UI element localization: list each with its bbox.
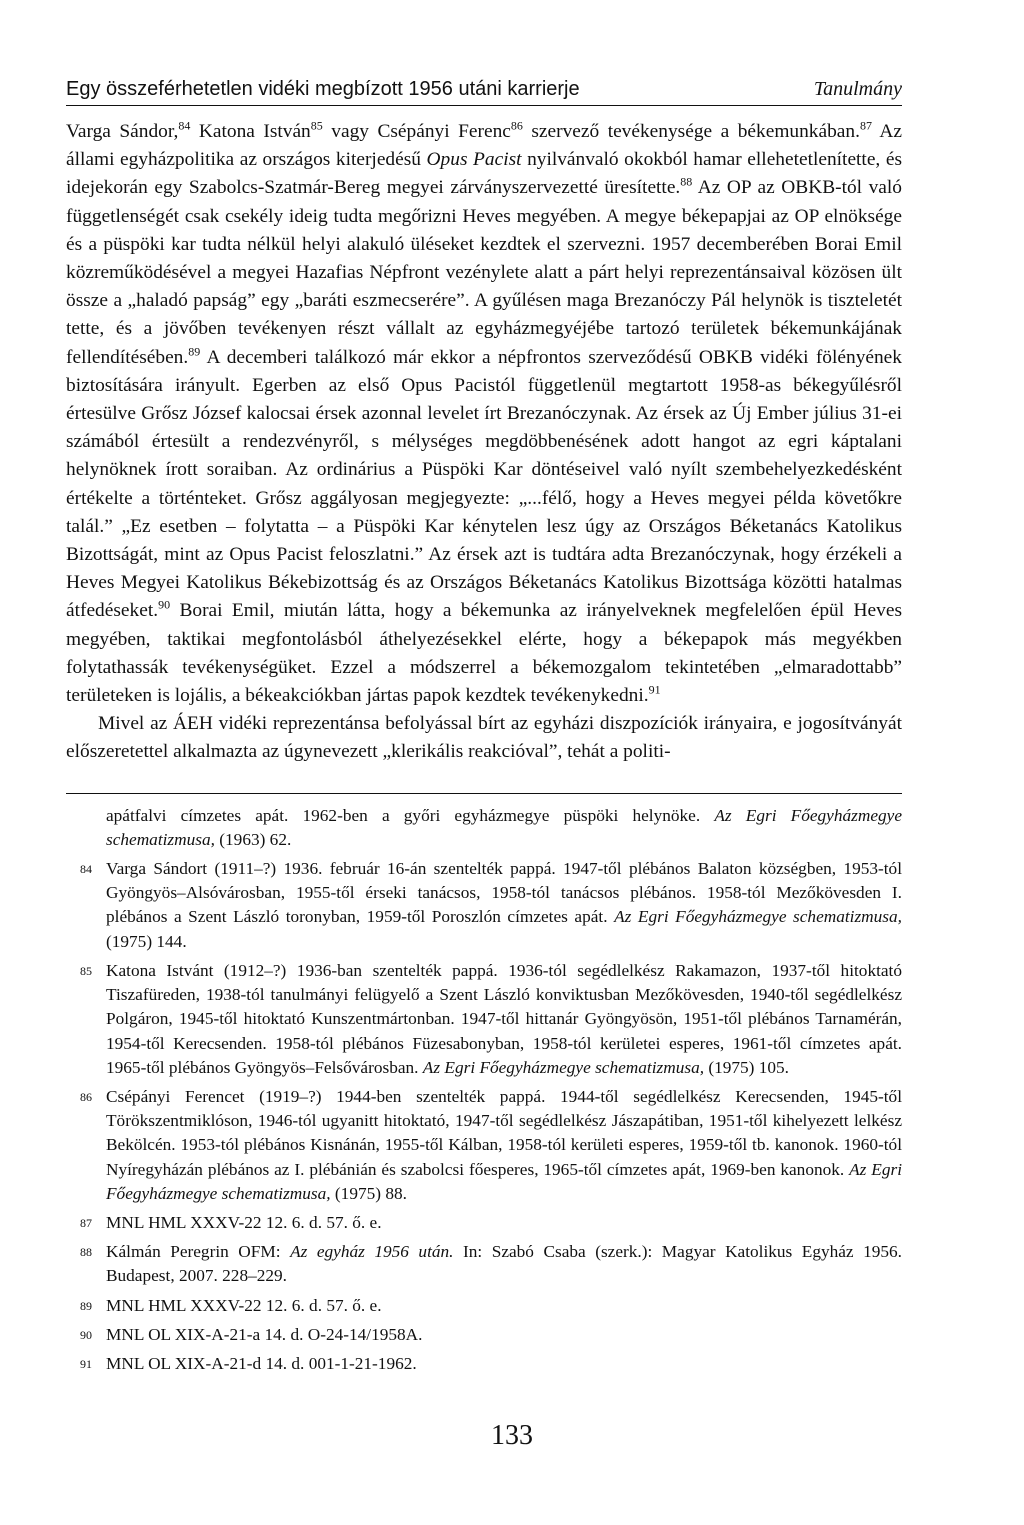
footnote-ref-91[interactable]: 91 [648, 682, 661, 697]
footnote-italic: Az Egri Főegyházmegye schematizmusa, [614, 907, 902, 927]
footnote-84 [66, 857, 902, 954]
text-run: Az OP az OBKB-tól való függetlenségét csak csekély ideig tudta megőrizni Heves megyében. A megye békepapjai az OP elnöksége és a püspöki kar tudta nélkül helyi alakuló üléseket kezdtek el szervezni. 1957 decemberében Borai Emil közreműködésével a megyei Hazafias Népfront vezénylete alatt a párt helyi reprezentánsaival közösen ült össze a „haladó papság” egy „baráti eszmecserére”. A gyűlésen maga Brezanóczy Pál helynök is tiszteletét tette, és a jövőben tevékenyen részt vállalt az egyházmegyéjébe tartozó területek békemunkájának fellendítésében. [66, 177, 902, 368]
footnote-text: MNL OL XIX-A-21-d 14. d. 001-1-21-1962. [106, 1353, 417, 1373]
running-head-section: Tanulmány [813, 78, 902, 100]
footnote-text: (1975) 105. [704, 1057, 790, 1077]
footnote-text: Csépányi Ferencet (1919–?) 1944-ben szentelték pappá. 1944-től segédlelkész Kerecsenden, 1945-től Törökszentmiklóson, 1946-tól ugyanitt hitoktató, 1947-től segédlelkész Jászapátiban, 1951-től kihelyezett lelkész Bekölcén. 1953-tól plébános Kisnánán, 1955-től Kálban, 1958-tól kerületi esperes, 1959-től tb. kanonok. 1960-tól Nyíregyházán plébános az I. plébánián és szabolcsi főesperes, 1965-től címzetes apát, 1969-ben kanonok. [106, 1086, 902, 1179]
footnote-text: MNL OL XIX-A-21-a 14. d. O-24-14/1958A. [106, 1324, 423, 1344]
footnote-number: 84 [80, 862, 92, 877]
footnote-number: 87 [80, 1215, 92, 1230]
footnote-ref-87[interactable]: 87 [859, 118, 872, 133]
footnote-number: 91 [80, 1356, 92, 1371]
footnote-ref-88[interactable]: 88 [680, 174, 693, 189]
paragraph-1 [66, 118, 902, 710]
footnote-ref-86[interactable]: 86 [510, 118, 523, 133]
footnote-85 [66, 959, 902, 1080]
text-run: A decemberi találkozó már ekkor a népfrontos szerveződésű OBKB vidéki fölényének biztosítására irányult. Egerben az első Opus Pacistól függetlenül megtartott 1958-as békegyűlésről értesülve Grősz József kalocsai érsek azonnal levelet írt Brezanóczynak. Az érsek az Új Ember július 31-ei számából értesült a rendezvényről, s mélységes megdöbbenésének adott hangot az egri káptalani helynöknek írott soraiban. Az ordinárius a Püspöki Kar döntéseivel való nyílt szembehelyezkedésként értékelte a történteket. Grősz aggályosan megjegyezte: „...félő, hogy a Heves megyei példa követőkre talál.” „Ez esetben – folytatta – a Püspöki Kar kénytelen lesz úgy az Országos Béketanács Katolikus Bizottságát, mint az Opus Pacist feloszlatni.” Az érsek azt is tudtára adta Brezanóczynak, hogy érzékeli a Heves Megyei Katolikus Békebizottság és az Országos Béketanács Katolikus Bizottsága közötti hatalmas átfedéseket. [66, 346, 902, 622]
text-run: Katona István [190, 121, 311, 142]
footnote-italic: Az Egri Főegyházmegye schematizmusa, [422, 1057, 705, 1077]
footnote-ref-85[interactable]: 85 [310, 118, 323, 133]
footnote-text: MNL HML XXXV-22 12. 6. d. 57. ő. e. [106, 1212, 382, 1232]
footnote-number: 85 [80, 963, 92, 978]
italic-term: Opus Pacist [426, 149, 522, 171]
footnote-italic: Az Egri Főegyházmegye schematizmusa, [106, 1159, 902, 1203]
text-run: Az állami egyházpolitika az országos kiterjedésű [66, 121, 903, 171]
footnote-87 [66, 1211, 902, 1235]
body-text [66, 118, 902, 767]
footnote-text: (1975) 144. [106, 931, 187, 951]
footnote-89 [66, 1294, 902, 1318]
footnote-italic: Az egyház 1956 után. [290, 1242, 454, 1262]
page-number: 133 [491, 1420, 533, 1451]
footnote-ref-84[interactable]: 84 [178, 118, 191, 133]
footnote-text: In: Szabó Csaba (szerk.): Magyar Katolikus Egyház 1956. Budapest, 2007. 228–229. [106, 1242, 902, 1286]
paragraph-2: Mivel az ÁEH vidéki reprezentánsa befolyással bírt az egyházi diszpozíciók irányaira, e jogosítványát előszeretettel alkalmazta az úgynevezett „klerikális reakcióval”, tehát a politi- [66, 713, 902, 763]
footnote-number: 89 [80, 1298, 92, 1313]
text-run: nyilvánvaló okokból hamar ellehetetlenítette, és idejekorán egy Szabolcs-Szatmár-Bereg megyei zárványszervezetté üresítette. [66, 149, 902, 199]
footnote-number: 90 [80, 1327, 92, 1342]
footnote-divider [66, 793, 902, 794]
footnotes [66, 804, 902, 1376]
text-run: Varga Sándor, [66, 121, 179, 142]
footnote-text: (1975) 88. [330, 1183, 407, 1203]
footnote-number: 88 [80, 1245, 92, 1260]
footnote-continuation [66, 804, 902, 852]
text-run: vagy Csépányi Ferenc [322, 121, 511, 142]
footnote-text: Varga Sándort (1911–?) 1936. február 16-án szentelték pappá. 1947-től plébános Balaton községben, 1953-tól Gyöngyös–Alsóvárosban, 1955-től érseki tanácsos, 1958-tól tanácsos plébános. 1958-tól Mezőkövesden I. plébános a Szent László toronyban, 1959-től Poroszlón címzetes apát. [106, 859, 902, 927]
footnote-86 [66, 1085, 902, 1206]
footnote-text: apátfalvi címzetes apát. 1962-ben a győri egyházmegye püspöki helynöke. [106, 805, 715, 825]
text-run: szervező tevékenysége a békemunkában. [522, 121, 860, 142]
footnote-text: Kálmán Peregrin OFM: [106, 1242, 291, 1262]
footnote-91 [66, 1352, 902, 1376]
footnote-ref-89[interactable]: 89 [188, 344, 201, 359]
footnote-text: Katona Istvánt (1912–?) 1936-ban szentelték pappá. 1936-tól segédlelkész Rakamazon, 1937-től hitoktató Tiszafüreden, 1938-tól tanulmányi felügyelő a Szent László konviktusban Mezőkövesden, 1940-től segédlelkész Polgáron, 1945-től hitoktató Kunszentmártonban. 1947-től hittanár Gyöngyösön, 1951-től plébános Tarnamérán, 1954-től Kerecsenden. 1958-tól plébános Füzesabonyban, 1958-tól kerületei esperes, 1961-től címzetes apát. 1965-től plébános Gyöngyös–Felsővárosban. [106, 960, 902, 1077]
footnote-90 [66, 1323, 902, 1347]
text-run: Borai Emil, miután látta, hogy a békemunka az irányelveknek megfelelően épül Heves megyében, taktikai megfontolásból áthelyezésekkel elérte, hogy a békepapok más megyékben folytathassák tevékenységüket. Ezzel a módszerrel a békemozgalom tekintetében „elmaradottabb” területeken is lojális, a békeakciókban jártas papok kezdtek tevékenykedni. [66, 600, 902, 707]
footnote-88 [66, 1240, 902, 1288]
footnote-text: MNL HML XXXV-22 12. 6. d. 57. ő. e. [106, 1295, 382, 1315]
footnote-italic: Az Egri Főegyházmegye schematizmusa, [106, 805, 902, 849]
running-head-title: Egy összeférhetetlen vidéki megbízott 1956 utáni karrierje [66, 78, 580, 100]
footnote-text: (1963) 62. [214, 829, 292, 849]
page [66, 78, 902, 1381]
footnote-number: 86 [80, 1089, 92, 1104]
footnote-ref-90[interactable]: 90 [158, 597, 171, 612]
running-head [66, 78, 902, 106]
